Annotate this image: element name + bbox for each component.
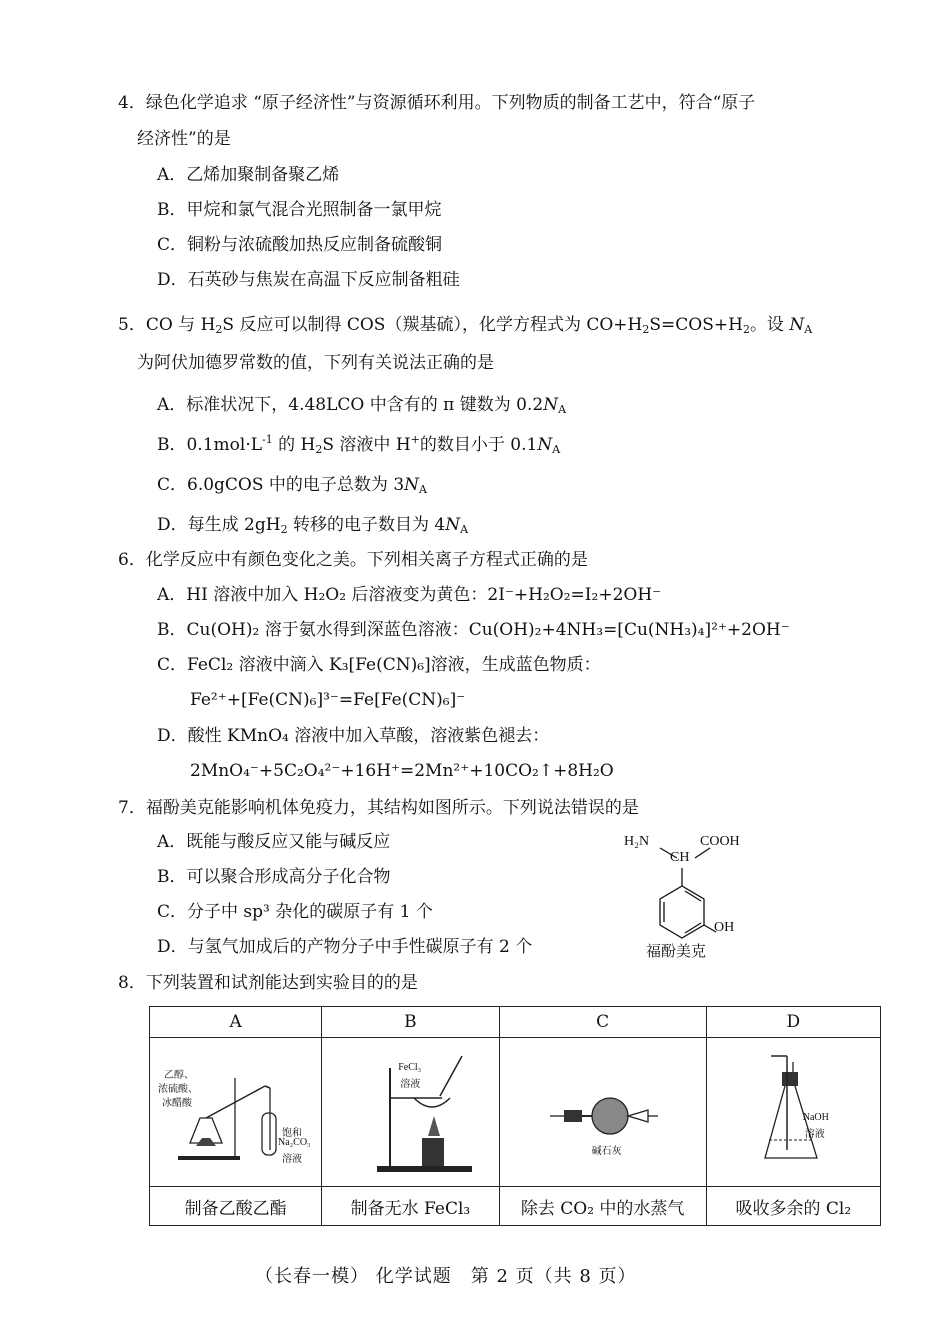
q6-option-c: C．FeCl₂ 溶液中滴入 K₃[Fe(CN)₆]溶液，生成蓝色物质： [157, 655, 601, 675]
label-acetic-acid: 冰醋酸 [162, 1098, 192, 1109]
col-header-b: B [322, 1007, 499, 1038]
col-header-d: D [706, 1007, 880, 1038]
molecule-name: 福酚美克 [646, 944, 707, 960]
gas-absorption-flask-drawing [707, 1038, 879, 1184]
q4-option-c: C．铜粉与浓硫酸加热反应制备硫酸铜 [157, 235, 443, 255]
drying-tube-drawing [500, 1038, 705, 1184]
ch-label: CH [670, 850, 690, 865]
label-fecl3: FeCl₃ [398, 1062, 422, 1073]
col-header-a: A [150, 1007, 322, 1038]
label-solution-b: 溶液 [400, 1079, 421, 1090]
q7-option-c: C．分子中 sp³ 杂化的碳原子有 1 个 [157, 902, 433, 922]
label-saturated: 饱和 [282, 1128, 302, 1139]
apparatus-table [149, 1006, 881, 1226]
page-footer: （长春一模） 化学试题 第 2 页（共 8 页） [255, 1266, 637, 1287]
amino-group-label: H₂N [624, 834, 650, 849]
q6-option-d-eq: 2MnO₄⁻+5C₂O₄²⁻+16H⁺=2Mn²⁺+10CO₂↑+8H₂O [190, 761, 614, 781]
fenfumeike-structure [620, 830, 760, 965]
apparatus-a [150, 1038, 322, 1187]
caption-c: 除去 CO₂ 中的水蒸气 [499, 1187, 706, 1226]
q7-option-d: D．与氢气加成后的产物分子中手性碳原子有 2 个 [157, 937, 533, 957]
q8-stem: 8．下列装置和试剂能达到实验目的的是 [118, 973, 418, 993]
label-soda-lime: 碱石灰 [591, 1146, 622, 1157]
q7-option-b: B．可以聚合形成高分子化合物 [157, 867, 391, 887]
label-na2co3: Na₂CO₃ [278, 1137, 311, 1148]
q4-option-a: A．乙烯加聚制备聚乙烯 [157, 165, 340, 185]
evaporation-apparatus-drawing [322, 1038, 497, 1184]
q5-option-a: A．标准状况下，4.48LCO 中含有的 π 键数为 $0.2N_A$ [157, 395, 567, 416]
q5-option-c: C．6.0gCOS 中的电子总数为 $3N_A$ [157, 475, 427, 496]
apparatus-c [499, 1038, 706, 1187]
q6-option-d: D．酸性 KMnO₄ 溶液中加入草酸，溶液紫色褪去： [157, 726, 550, 746]
q6-option-c-eq: Fe²⁺+[Fe(CN)₆]³⁻=Fe[Fe(CN)₆]⁻ [190, 690, 466, 710]
q5-stem-cont: 为阿伏加德罗常数的值，下列有关说法正确的是 [137, 353, 494, 373]
label-solution-d: 溶液 [804, 1129, 825, 1140]
q5-stem: 5．CO 与 $H_2S$ 反应可以制得 COS（羰基硫），化学方程式为 $CO+H_2S=COS+H_2$。设 $N_A$ [118, 315, 813, 336]
label-solution-a: 溶液 [282, 1154, 302, 1165]
q6-option-a: A．HI 溶液中加入 H₂O₂ 后溶液变为黄色：2I⁻+H₂O₂=I₂+2OH⁻ [157, 585, 662, 605]
q5-option-b: B．$0.1mol\cdot L^{-1}$ 的 $H_2S$ 溶液中 H+的数目小于 $0.1N_A$ [157, 433, 561, 456]
label-sulfuric-acid: 浓硫酸、 [158, 1084, 198, 1095]
q6-option-b: B．Cu(OH)₂ 溶于氨水得到深蓝色溶液：Cu(OH)₂+4NH₃=[Cu(NH₃)₄]²⁺+2OH⁻ [157, 620, 790, 640]
carboxyl-label: COOH [700, 834, 740, 849]
caption-d: 吸收多余的 Cl₂ [706, 1187, 880, 1226]
label-ethanol: 乙醇、 [164, 1070, 194, 1081]
apparatus-b [322, 1038, 499, 1187]
q6-stem: 6．化学反应中有颜色变化之美。下列相关离子方程式正确的是 [118, 550, 588, 570]
q7-stem: 7．福酚美克能影响机体免疫力，其结构如图所示。下列说法错误的是 [118, 798, 639, 818]
q5-option-d: D．每生成 $2gH_2$ 转移的电子数目为 $4N_A$ [157, 515, 469, 536]
q4-option-d: D．石英砂与焦炭在高温下反应制备粗硅 [157, 270, 460, 290]
caption-a: 制备乙酸乙酯 [150, 1187, 322, 1226]
hydroxyl-label: OH [714, 920, 735, 935]
col-header-c: C [499, 1007, 706, 1038]
q7-option-a: A．既能与酸反应又能与碱反应 [157, 832, 391, 852]
caption-b: 制备无水 FeCl₃ [322, 1187, 499, 1226]
apparatus-d [706, 1038, 880, 1187]
q4-stem-cont: 经济性”的是 [137, 129, 231, 149]
q4-stem: 4．绿色化学追求 “原子经济性”与资源循环利用。下列物质的制备工艺中，符合“原子 [118, 93, 756, 113]
q4-option-b: B．甲烷和氯气混合光照制备一氯甲烷 [157, 200, 442, 220]
label-naoh: NaOH [802, 1112, 829, 1123]
